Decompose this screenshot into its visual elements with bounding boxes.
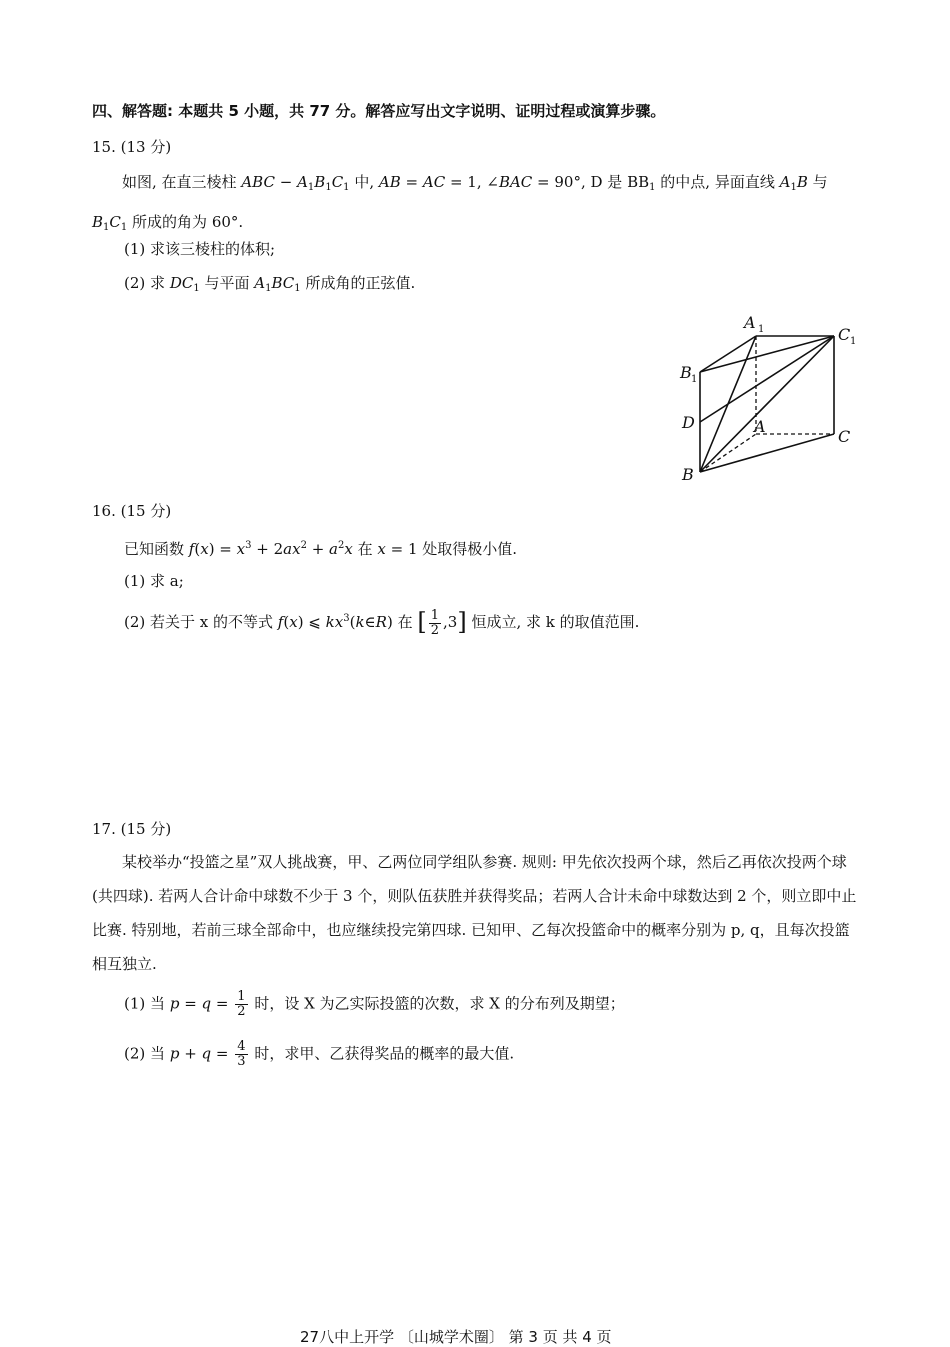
section-title: 四、解答题: 本题共 5 小题，共 77 分。解答应写出文字说明、证明过程或演算步骤。 [92, 102, 666, 120]
prism-figure [668, 310, 868, 490]
label-C1: C [838, 325, 851, 344]
q16-part1: (1) 求 a; [124, 572, 184, 590]
label-A1: A [744, 313, 756, 332]
q15-stem: 如图, 在直三棱柱 ABC − $A_1B_1C_1$ 中, AB = AC = 1, ∠BAC = 90°, D 是 $BB_1$ 的中点, 异面直线 $A_1B$ 与 $B_1C_1$ 所成的角为 60°. [92, 173, 828, 233]
q17-number: 17. (15 分) [92, 820, 172, 838]
q15-part2: (2) 求 $DC_1$ 与平面 $A_1BC_1$ 所成角的正弦值. [124, 274, 416, 294]
label-B: B [682, 465, 694, 484]
label-B1: B [680, 363, 692, 382]
q16-part2: (2) 若关于 x 的不等式 f(x) ⩽ $kx^3(k\in R)$ 在 [ $\frac{1}{2}$ ,3] 恒成立, 求 k 的取值范围. [124, 607, 640, 638]
label-B1-sub: 1 [691, 374, 698, 385]
q17-stem: 某校举办“投篮之星”双人挑战赛，甲、乙两位同学组队参赛. 规则: 甲先依次投两个球，然后乙再依次投两个球 (共四球). 若两人合计命中球数不少于 3 个，则队伍获胜并获得奖品；若两人合计未命中球数达到 2 个，则立即中止比赛. 特别地，若前三球全部命中，也应继续投完第四球. 已知甲、乙每次投篮命中的概率分别为 p, q，且每次投篮相互独立. [92, 853, 857, 973]
q16-stem: 已知函数 $f(x) = x^3 + 2ax^2 + a^2x$ 在 x = 1 处取得极小值. [124, 540, 518, 558]
label-C: C [838, 427, 851, 446]
page-footer: 27八中上开学 〔山城学术圈〕 第 3 页 共 4 页 [300, 1328, 612, 1346]
label-C1-sub: 1 [850, 336, 857, 347]
q15-number: 15. (13 分) [92, 138, 172, 156]
label-D: D [682, 413, 695, 432]
q17-part1: (1) 当 p = q = $\frac{1}{2}$ 时，设 X 为乙实际投篮的次数，求 X 的分布列及期望； [124, 989, 625, 1019]
q15-part1: (1) 求该三棱柱的体积; [124, 240, 276, 258]
label-A: A [754, 417, 766, 436]
q16-number: 16. (15 分) [92, 502, 172, 520]
q17-part2: (2) 当 p + q = $\frac{4}{3}$ 时，求甲、乙获得奖品的概率的最大值. [124, 1039, 515, 1069]
label-A1-sub: 1 [758, 324, 765, 335]
